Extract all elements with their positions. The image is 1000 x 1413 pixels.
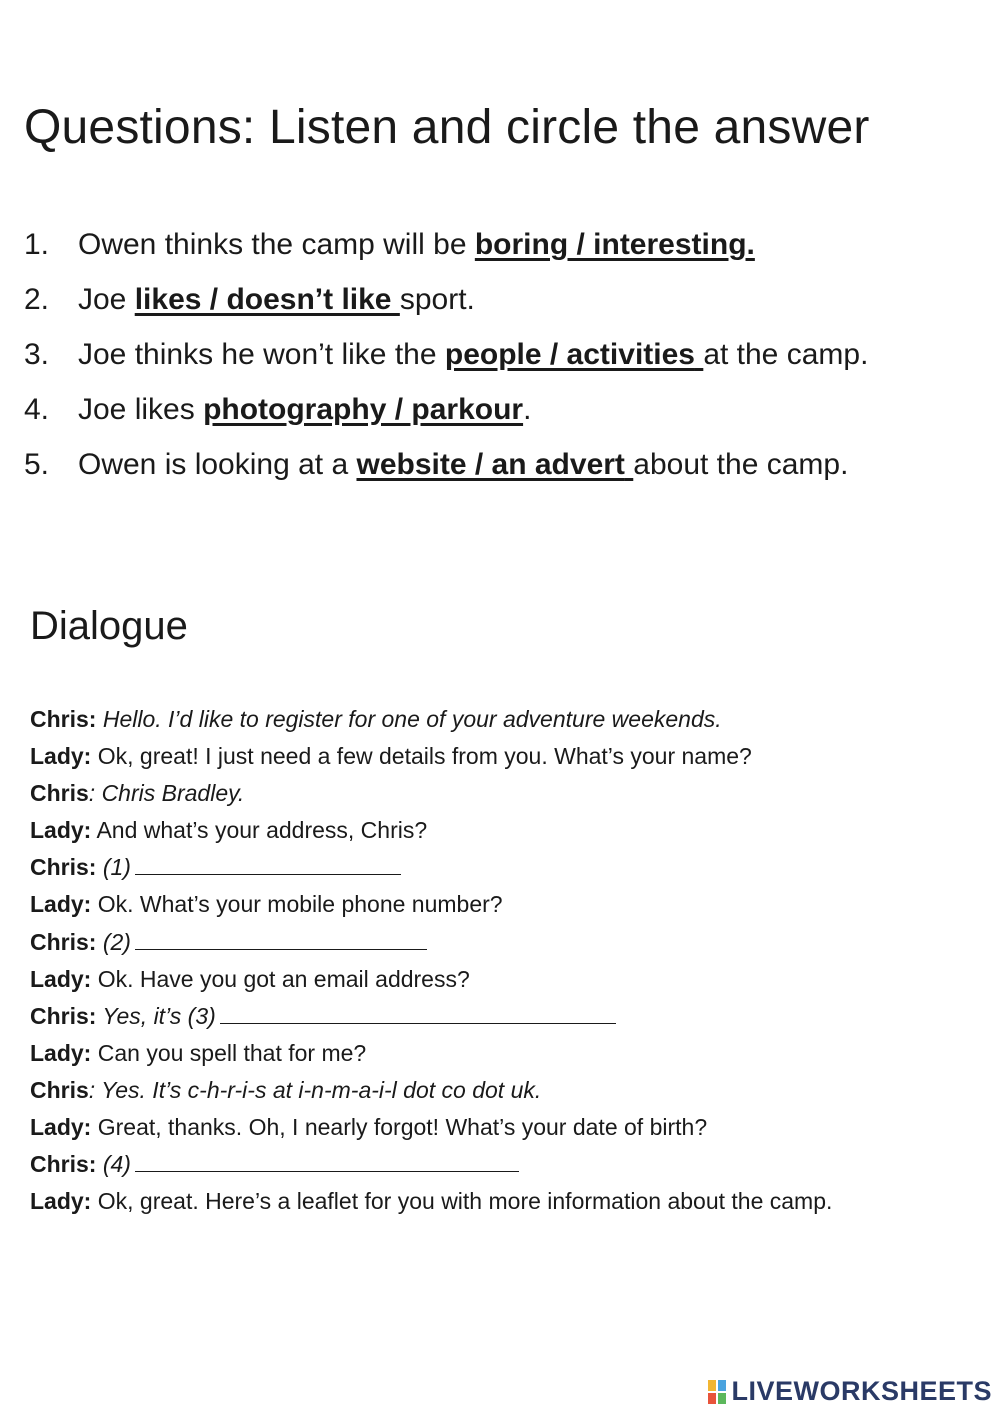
speaker-name: Lady: — [30, 1114, 92, 1141]
page-title: Questions: Listen and circle the answer — [24, 101, 870, 154]
dialogue-line — [30, 1036, 990, 1073]
speech-text: Ok. Have you got an email address? — [91, 965, 470, 992]
speech-text: Ok. What’s your mobile phone number? — [91, 891, 503, 918]
speaker-name: Chris: — [30, 928, 97, 955]
speaker-name: Lady: — [30, 817, 92, 844]
answer-options[interactable]: website / an advert — [356, 448, 625, 481]
question-text: Owen thinks the camp will be — [78, 228, 475, 261]
question-text-end: . — [523, 393, 532, 426]
speaker-name: Lady: — [30, 743, 92, 770]
answer-blank-3[interactable] — [220, 1001, 616, 1024]
speaker-name: Chris: — [30, 854, 97, 881]
answer-blank-4[interactable] — [135, 1149, 519, 1172]
question-item — [24, 442, 994, 497]
question-text: Joe thinks he won’t like the — [78, 338, 445, 371]
question-text-end: sport. — [399, 283, 475, 316]
answer-options-tail — [392, 283, 400, 316]
dialogue-line — [30, 887, 990, 924]
speaker-name: Lady: — [30, 1039, 92, 1066]
speaker-name: Lady: — [30, 965, 92, 992]
dialogue-line — [30, 813, 990, 850]
dialogue-line — [30, 1110, 990, 1147]
question-number: 2. — [24, 283, 50, 316]
speech-text: And what’s your address, Chris? — [91, 817, 428, 844]
question-number: 5. — [24, 448, 50, 481]
speech-text: Ok, great. Here’s a leaflet for you with more information about the camp. — [91, 1188, 833, 1215]
question-item — [24, 277, 994, 332]
dialogue-line — [30, 739, 990, 776]
question-text-end: at the camp. — [703, 338, 869, 371]
dialogue-line — [30, 999, 990, 1036]
answer-options[interactable]: photography / parkour — [203, 393, 524, 426]
dialogue-line — [30, 850, 990, 887]
speech-text: Yes, it’s (3) — [96, 1002, 216, 1029]
speech-text: (2) — [96, 928, 131, 955]
answer-options[interactable]: likes / doesn’t like — [134, 283, 392, 316]
answer-blank-2[interactable] — [135, 927, 427, 950]
speech-text: : Chris Bradley. — [88, 780, 245, 807]
speech-text: Hello. I’d like to register for one of your adventure weekends. — [96, 706, 722, 732]
dialogue-title: Dialogue — [30, 604, 188, 648]
question-text: Joe likes — [78, 393, 204, 426]
liveworksheets-footer — [707, 1376, 992, 1407]
dialogue-line — [30, 776, 990, 813]
dialogue-line — [30, 1073, 990, 1110]
speaker-name: Lady: — [30, 1188, 92, 1215]
liveworksheets-logo-icon — [707, 1379, 727, 1405]
speaker-name: Lady: — [30, 891, 92, 918]
speech-text: (4) — [96, 1151, 131, 1178]
dialogue — [30, 702, 990, 1221]
speech-text: (1) — [96, 854, 131, 881]
speaker-name: Chris: — [30, 1002, 97, 1029]
speech-text: : Yes. It’s c-h-r-i-s at i-n-m-a-i-l dot co dot uk. — [88, 1076, 542, 1103]
answer-options-tail — [625, 448, 633, 481]
speaker-name: Chris — [30, 780, 89, 807]
question-number: 4. — [24, 393, 50, 426]
dialogue-line — [30, 962, 990, 999]
answer-options[interactable]: boring / interesting. — [474, 228, 755, 261]
liveworksheets-logo-text: LIVEWORKSHEETS — [731, 1376, 992, 1406]
speech-text: Great, thanks. Oh, I nearly forgot! What’s your date of birth? — [91, 1114, 708, 1141]
question-text: Joe — [78, 283, 135, 316]
question-item — [24, 387, 994, 442]
speaker-name: Chris: — [30, 706, 97, 732]
speech-text: Ok, great! I just need a few details from you. What’s your name? — [91, 743, 752, 770]
dialogue-line — [30, 702, 990, 739]
question-item — [24, 332, 994, 387]
speaker-name: Chris: — [30, 1151, 97, 1178]
question-number: 1. — [24, 228, 50, 261]
speaker-name: Chris — [30, 1076, 89, 1103]
question-number: 3. — [24, 338, 50, 371]
question-item — [24, 222, 994, 277]
dialogue-line — [30, 1147, 990, 1184]
question-text-end: about the camp. — [633, 448, 849, 481]
answer-blank-1[interactable] — [135, 852, 401, 875]
dialogue-line — [30, 925, 990, 962]
speech-text: Can you spell that for me? — [91, 1039, 367, 1066]
dialogue-line — [30, 1184, 990, 1221]
answer-options[interactable]: people / activities — [444, 338, 695, 371]
question-list — [24, 222, 994, 497]
question-text: Owen is looking at a — [78, 448, 357, 481]
